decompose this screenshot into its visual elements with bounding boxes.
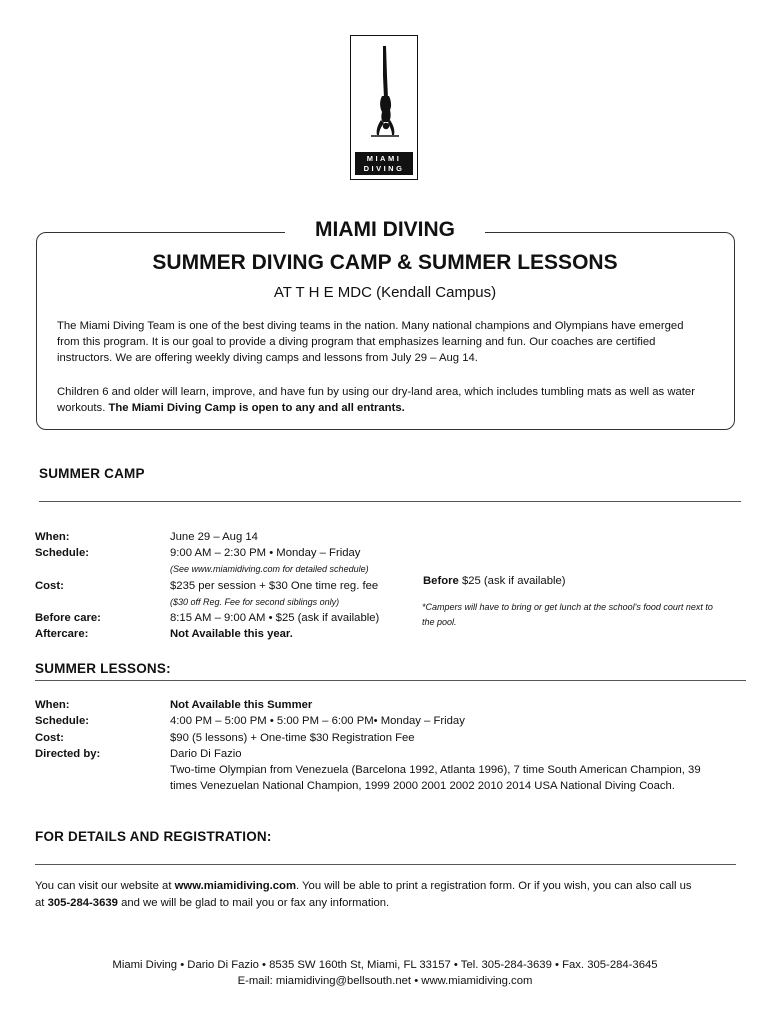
logo-line-1: MIAMI	[366, 154, 402, 163]
logo-wordmark	[355, 152, 413, 175]
lessons-when-label: When:	[35, 699, 70, 711]
miami-diving-logo	[350, 35, 418, 180]
camp-cost-label: Cost:	[35, 580, 64, 592]
side-before-care: Before $25 (ask if available)	[423, 575, 566, 587]
camp-when-value: June 29 – Aug 14	[170, 531, 258, 543]
intro-paragraph-1	[57, 318, 712, 366]
divider	[35, 864, 736, 865]
intro-line: workouts. The Miami Diving Camp is open to any and all entrants.	[57, 402, 405, 414]
intro-line: instructors. We are offering weekly diving camps and lessons from July 29 – Aug 14.	[57, 352, 478, 364]
phone-number[interactable]: 305-284-3639	[47, 897, 118, 909]
registration-text: You can visit our website at www.miamidiving.com. You will be able to print a registration form. Or if you wish, you can also call us at 305-284-3639 and we will be glad to mail you or fax any information.	[35, 880, 692, 909]
lessons-schedule-value: 4:00 PM – 5:00 PM • 5:00 PM – 6:00 PM• Monday – Friday	[170, 715, 465, 727]
location-line: AT T H E MDC (Kendall Campus)	[273, 284, 497, 301]
page-subtitle: SUMMER DIVING CAMP & SUMMER LESSONS	[152, 251, 618, 274]
intro-line: from this program. It is our goal to provide a diving program that emphasizes learning and fun. Our coaches are certified	[57, 336, 656, 348]
website-link[interactable]: www.miamidiving.com	[174, 880, 296, 892]
intro-paragraph-2	[57, 384, 712, 416]
aftercare-value: Not Available this year.	[170, 628, 293, 640]
page-title: MIAMI DIVING	[315, 218, 455, 241]
directed-by-value: Dario Di Fazio	[170, 748, 242, 760]
aftercare-label: Aftercare:	[35, 628, 89, 640]
before-care-label: Before care:	[35, 612, 101, 624]
coach-bio: Two-time Olympian from Venezuela (Barcelona 1992, Atlanta 1996), 7 time South American Champion, 39 times Venezuelan National Champion, 1999 2000 2001 2002 2010 2014 USA National Diving Coach.	[170, 764, 701, 792]
lessons-when-value: Not Available this Summer	[170, 699, 313, 711]
before-care-value: 8:15 AM – 9:00 AM • $25 (ask if available)	[170, 612, 380, 624]
open-to-all-statement: The Miami Diving Camp is open to any and all entrants.	[108, 402, 405, 414]
camp-schedule-value: 9:00 AM – 2:30 PM • Monday – Friday	[170, 547, 361, 559]
footer-address: Miami Diving • Dario Di Fazio • 8535 SW 160th St, Miami, FL 33157 • Tel. 305-284-3639 • Fax. 305-284-3645	[112, 959, 658, 971]
lessons-cost-label: Cost:	[35, 732, 64, 744]
diver-silhouette-icon	[351, 36, 419, 154]
divider	[35, 680, 746, 681]
logo-line-2: DIVING	[363, 164, 405, 173]
lessons-schedule-label: Schedule:	[35, 715, 89, 727]
lessons-cost-value: $90 (5 lessons) + One-time $30 Registration Fee	[170, 732, 415, 744]
registration-heading: FOR DETAILS AND REGISTRATION:	[35, 829, 272, 844]
summer-camp-heading: SUMMER CAMP	[39, 466, 145, 481]
camp-cost-note: ($30 off Reg. Fee for second siblings only)	[170, 597, 340, 607]
camp-cost-value: $235 per session + $30 One time reg. fee	[170, 580, 379, 592]
camp-when-label: When:	[35, 531, 70, 543]
directed-by-label: Directed by:	[35, 748, 101, 760]
intro-line: The Miami Diving Team is one of the best diving teams in the nation. Many national champions and Olympians have emerged	[57, 320, 684, 332]
camp-schedule-label: Schedule:	[35, 547, 89, 559]
intro-line: Children 6 and older will learn, improve, and have fun by using our dry-land area, which includes tumbling mats as well as water	[57, 386, 695, 398]
footer-contact: E-mail: miamidiving@bellsouth.net • www.miamidiving.com	[237, 975, 533, 987]
lunch-note: *Campers will have to bring or get lunch at the school's food court next to the pool.	[422, 602, 713, 627]
summer-lessons-heading: SUMMER LESSONS:	[35, 661, 171, 676]
divider	[39, 501, 741, 502]
camp-schedule-note: (See www.miamidiving.com for detailed schedule)	[170, 564, 369, 574]
